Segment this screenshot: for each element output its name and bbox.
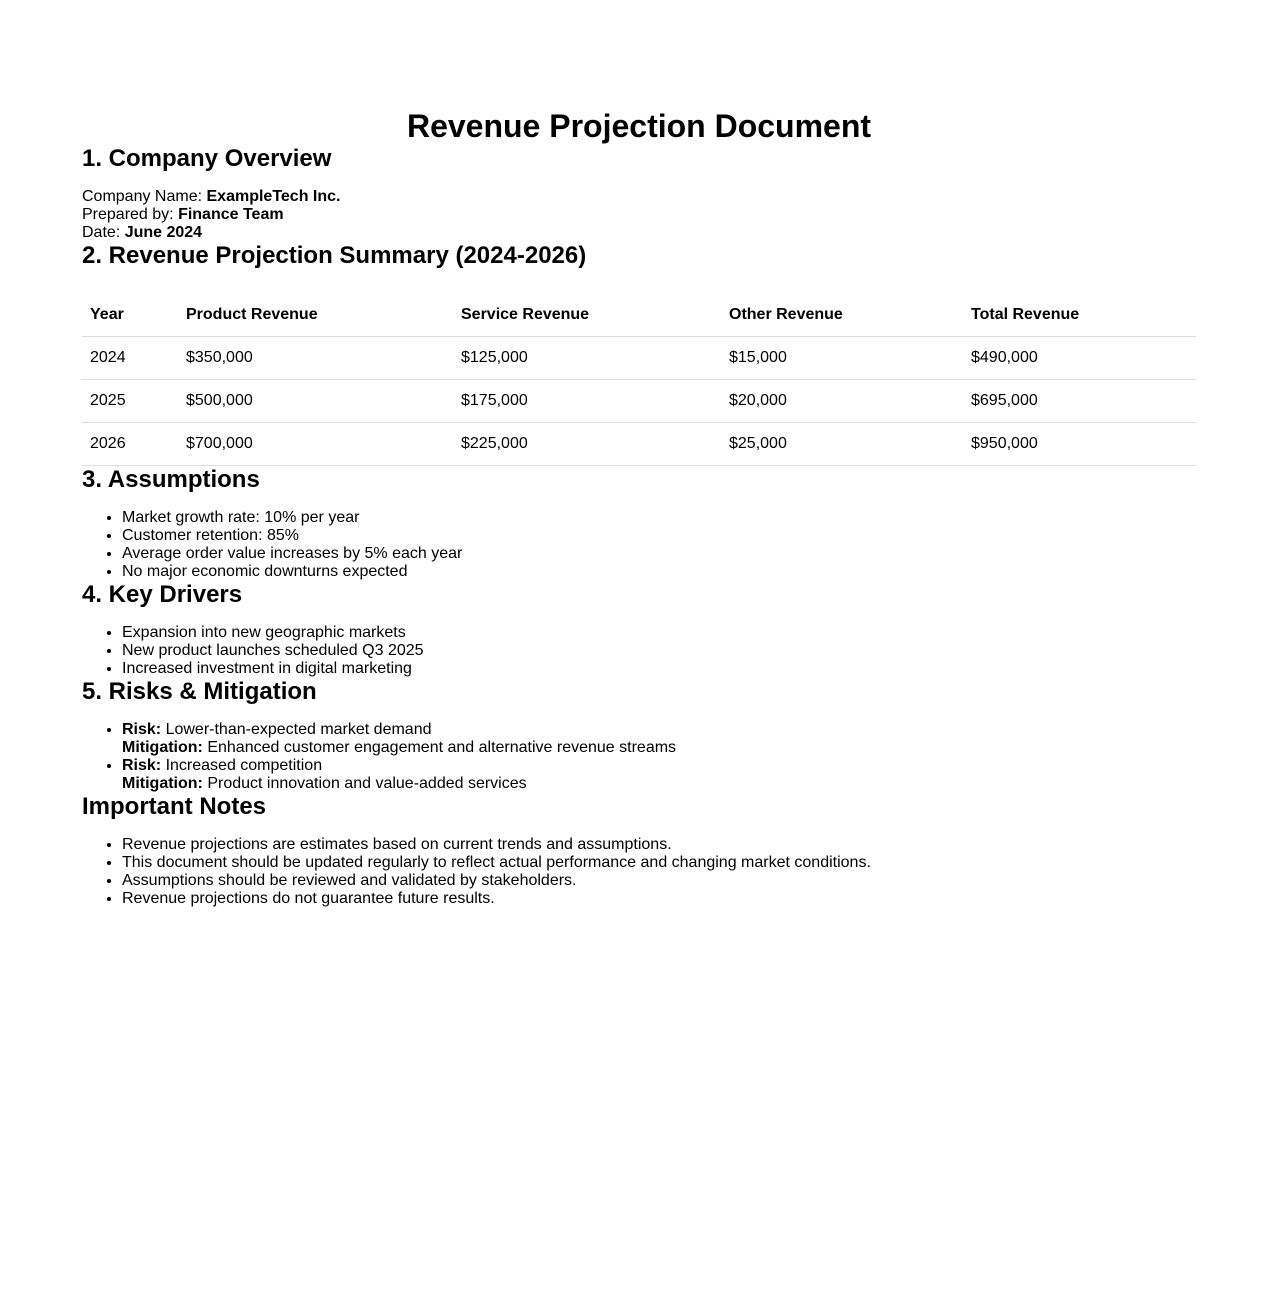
mitigation-label: Mitigation: bbox=[122, 739, 203, 756]
mitigation-text: Product innovation and value-added services bbox=[202, 775, 527, 792]
cell-total-revenue: $950,000 bbox=[963, 423, 1196, 466]
assumptions-heading: 3. Assumptions bbox=[82, 466, 260, 493]
revenue-summary-heading: 2. Revenue Projection Summary (2024-2026) bbox=[82, 242, 587, 269]
risk-label: Risk: bbox=[122, 721, 162, 738]
cell-product-revenue: $350,000 bbox=[178, 337, 453, 380]
company-name-line bbox=[82, 188, 1196, 206]
key-drivers-list bbox=[82, 624, 1196, 678]
list-item: • Revenue projections do not guarantee future results. bbox=[122, 890, 1196, 908]
risk-label: Risk: bbox=[122, 757, 162, 774]
column-header-year: Year bbox=[82, 294, 178, 337]
risk-line bbox=[122, 757, 1196, 775]
mitigation-line bbox=[122, 739, 1196, 757]
list-item: • Increased investment in digital marketing bbox=[122, 660, 1196, 678]
table-row bbox=[82, 337, 1196, 380]
list-item: • Customer retention: 85% bbox=[122, 527, 1196, 545]
cell-product-revenue: $700,000 bbox=[178, 423, 453, 466]
company-name-label: Company Name: bbox=[82, 188, 207, 205]
list-item: • Revenue projections are estimates based on current trends and assumptions. bbox=[122, 836, 1196, 854]
list-item: • Market growth rate: 10% per year bbox=[122, 509, 1196, 527]
column-header-product-revenue: Product Revenue bbox=[178, 294, 453, 337]
cell-other-revenue: $25,000 bbox=[721, 423, 963, 466]
prepared-by-line bbox=[82, 206, 1196, 224]
mitigation-text: Enhanced customer engagement and alternative revenue streams bbox=[202, 739, 677, 756]
document-title: Revenue Projection Document bbox=[406, 108, 872, 144]
risk-text: Lower-than-expected market demand bbox=[161, 721, 432, 738]
prepared-by-value: Finance Team bbox=[178, 206, 284, 223]
list-item: • New product launches scheduled Q3 2025 bbox=[122, 642, 1196, 660]
cell-total-revenue: $490,000 bbox=[963, 337, 1196, 380]
important-notes-heading: Important Notes bbox=[82, 793, 267, 820]
table-row bbox=[82, 380, 1196, 423]
cell-year: 2026 bbox=[82, 423, 178, 466]
company-info bbox=[82, 188, 1196, 242]
cell-year: 2024 bbox=[82, 337, 178, 380]
cell-other-revenue: $20,000 bbox=[721, 380, 963, 423]
cell-total-revenue: $695,000 bbox=[963, 380, 1196, 423]
column-header-total-revenue: Total Revenue bbox=[963, 294, 1196, 337]
date-value: June 2024 bbox=[124, 224, 203, 241]
cell-service-revenue: $225,000 bbox=[453, 423, 721, 466]
risk-text: Increased competition bbox=[161, 757, 323, 774]
list-item: • This document should be updated regularly to reflect actual performance and changing market conditions. bbox=[122, 854, 1196, 872]
prepared-by-label: Prepared by: bbox=[82, 206, 179, 223]
list-item: • No major economic downturns expected bbox=[122, 563, 1196, 581]
table-row bbox=[82, 423, 1196, 466]
risk-item bbox=[122, 757, 1196, 793]
revenue-table bbox=[82, 294, 1196, 466]
cell-product-revenue: $500,000 bbox=[178, 380, 453, 423]
key-drivers-heading: 4. Key Drivers bbox=[82, 581, 243, 608]
date-label: Date: bbox=[82, 224, 125, 241]
column-header-other-revenue: Other Revenue bbox=[721, 294, 963, 337]
cell-service-revenue: $175,000 bbox=[453, 380, 721, 423]
cell-year: 2025 bbox=[82, 380, 178, 423]
risks-mitigation-heading: 5. Risks & Mitigation bbox=[82, 678, 317, 705]
list-item: • Expansion into new geographic markets bbox=[122, 624, 1196, 642]
company-name-value: ExampleTech Inc. bbox=[206, 188, 341, 205]
mitigation-line bbox=[122, 775, 1196, 793]
risk-item bbox=[122, 721, 1196, 757]
list-item: • Average order value increases by 5% each year bbox=[122, 545, 1196, 563]
date-line bbox=[82, 224, 1196, 242]
assumptions-list bbox=[82, 509, 1196, 581]
company-overview-heading: 1. Company Overview bbox=[82, 145, 332, 172]
cell-service-revenue: $125,000 bbox=[453, 337, 721, 380]
cell-other-revenue: $15,000 bbox=[721, 337, 963, 380]
list-item: • Assumptions should be reviewed and validated by stakeholders. bbox=[122, 872, 1196, 890]
risks-list bbox=[82, 721, 1196, 793]
risk-line bbox=[122, 721, 1196, 739]
table-header-row bbox=[82, 294, 1196, 337]
important-notes-list bbox=[82, 836, 1196, 908]
column-header-service-revenue: Service Revenue bbox=[453, 294, 721, 337]
mitigation-label: Mitigation: bbox=[122, 775, 203, 792]
